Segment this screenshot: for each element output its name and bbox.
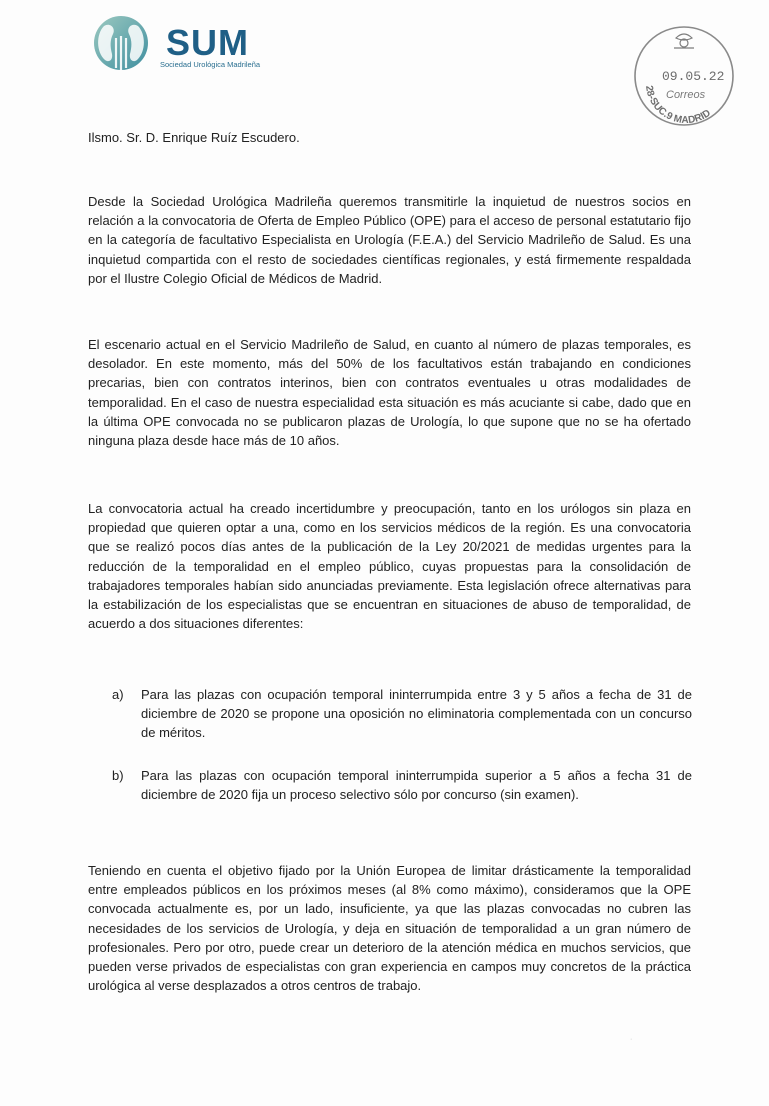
scan-speck: · [630, 1036, 633, 1043]
stamp-service: Correos [666, 89, 706, 101]
paragraph-scenario: El escenario actual en el Servicio Madrileño de Salud, en cuanto al número de plazas temporales, es desolador. En este momento, más del 50% de los facultativos están trabajando en condiciones precarias, bien con contratos interinos, bien con contratos eventuales u otras modalidades de temporalidad. En el caso de nuestra especialidad esta situación es más acuciante si cabe, dado que en la última OPE convocada no se publicaron plazas de Urología, lo que supone que no se ha ofertado ninguna plaza desde hace más de 10 años. [88, 337, 691, 449]
stamp-office: 28-SUC.9 MADRID [643, 84, 713, 127]
list-item-text: Para las plazas con ocupación temporal ininterrumpida entre 3 y 5 años a fecha de 31 de diciembre de 2020 se propone una oposición no eliminatoria complementada con un concurso de méritos. [141, 687, 692, 741]
list-marker: a) [112, 687, 124, 702]
logo-subtitle: Sociedad Urológica Madrileña [160, 60, 261, 69]
postmark-stamp [630, 22, 738, 130]
sum-logo [90, 14, 280, 76]
paragraph-convocatoria: La convocatoria actual ha creado incertidumbre y preocupación, tanto en los urólogos sin plaza en propiedad que quieren optar a una, como en los servicios médicos de la región. Es una convocatoria que se realizó pocos días antes de la publicación de la Ley 20/2021 de medidas urgentes para la reducción de la temporalidad en el empleo público, cuyas propuestas para la consolidación de trabajadores temporales habían sido anunciadas previamente. Esta legislación ofrece alternativas para la estabilización de los especialistas que se encuentran en situaciones de abuso de temporalidad, de acuerdo a dos situaciones diferentes: [88, 501, 691, 632]
postmark-icon [630, 22, 738, 130]
sum-kidney-logo-icon [90, 14, 152, 72]
paragraph-conclusion: Teniendo en cuenta el objetivo fijado por la Unión Europea de limitar drásticamente la temporalidad entre empleados públicos en los próximos meses (al 8% como máximo), consideramos que la OPE convocada actualmente es, por un lado, insuficiente, ya que las plazas convocadas no cubren las necesidades de los servicios de Urología, y deja en situación de temporalidad a un gran número de profesionales. Pero por otro, puede crear un deterioro de la atención médica en muchos servicios, que pueden verse privados de especialistas con gran experiencia en campos muy concretos de la práctica urológica al verse desplazados a otros centros de trabajo. [88, 863, 691, 994]
list-marker: b) [112, 768, 124, 783]
salutation: Ilsmo. Sr. D. Enrique Ruíz Escudero. [88, 130, 300, 145]
list-item-text: Para las plazas con ocupación temporal ininterrumpida superior a 5 años a fecha 31 de diciembre de 2020 fija un proceso selectivo sólo por concurso (sin examen). [141, 768, 692, 803]
stamp-date: 09.05.22 [662, 69, 725, 84]
logo-text: SUM [166, 22, 249, 63]
paragraph-intro: Desde la Sociedad Urológica Madrileña queremos transmitirle la inquietud de nuestros socios en relación a la convocatoria de Oferta de Empleo Público (OPE) para el acceso de personal estatutario fijo en la categoría de facultativo Especialista en Urología (F.E.A.) del Servicio Madrileño de Salud. Es una inquietud compartida con el resto de sociedades científicas regionales, y está firmemente respaldada por el Ilustre Colegio Oficial de Médicos de Madrid. [88, 194, 691, 286]
